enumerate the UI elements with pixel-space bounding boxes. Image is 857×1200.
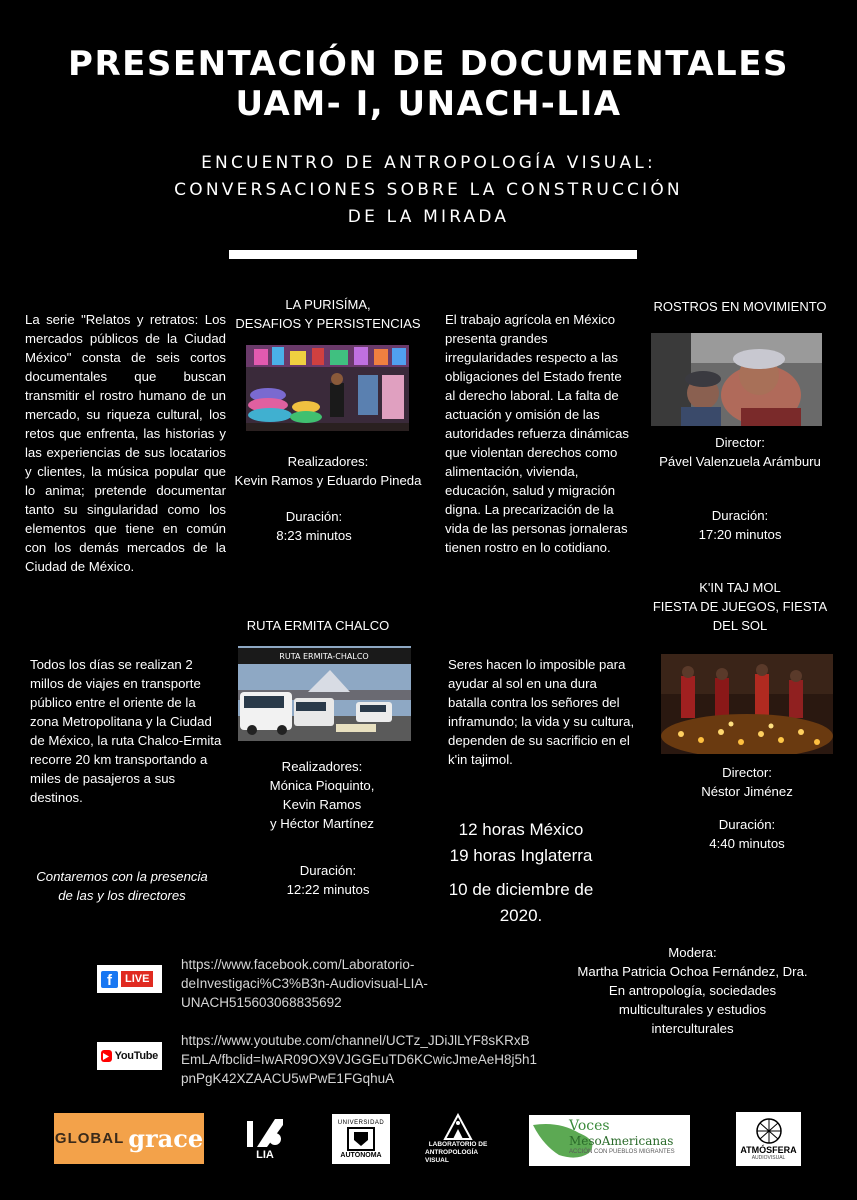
youtube-url-line-1: https://www.youtube.com/channel/UCTz_JDiJlLYF8sKRxB <box>181 1033 530 1048</box>
voces-line-3: ACCIÓN CON PUEBLOS MIGRANTES <box>569 1149 675 1155</box>
kintaj-duration-label: Duración: <box>718 817 776 832</box>
lab-logo-line-2: ANTROPOLOGÍA VISUAL <box>425 1149 478 1164</box>
lia-mark-icon <box>245 1117 285 1149</box>
kintaj-photo <box>661 654 833 754</box>
moderator-line-4: interculturales <box>651 1021 734 1036</box>
facebook-url-line-1: https://www.facebook.com/Laboratorio- <box>181 957 415 972</box>
purisima-photo <box>246 345 409 431</box>
purisima-title-line-2: DESAFIOS Y PERSISTENCIAS <box>235 316 421 331</box>
moderator-label: Modera: <box>668 945 717 960</box>
rostros-title: ROSTROS EN MOVIMIENTO <box>653 299 827 314</box>
rostros-photo <box>651 333 822 426</box>
global-grace-text-b: grace <box>128 1124 204 1153</box>
purisima-title-line-1: LA PURISÍMA, <box>285 297 371 312</box>
ruta-duration-value: 12:22 minutos <box>286 882 370 897</box>
rostros-duration <box>640 506 840 544</box>
kintaj-title <box>640 578 840 635</box>
ruta-duration <box>228 861 428 899</box>
ruta-credits-label: Realizadores: <box>281 759 363 774</box>
date-line-2: 2020. <box>499 906 543 925</box>
presence-note-line-1: Contaremos con la presencia <box>36 869 208 884</box>
atmosfera-logo <box>736 1112 801 1166</box>
kintaj-duration <box>647 815 847 853</box>
ruta-title: RUTA ERMITA CHALCO <box>246 618 390 633</box>
schedule-times <box>421 817 621 869</box>
unach-logo <box>330 1112 392 1166</box>
rostros-director-value: Pável Valenzuela Arámburu <box>659 454 821 469</box>
date-line-1: 10 de diciembre de <box>448 880 594 899</box>
purisima-credits-label: Realizadores: <box>287 454 369 469</box>
lia-logo <box>238 1112 292 1166</box>
lab-mountain-icon <box>443 1113 473 1141</box>
moderator <box>555 943 830 1038</box>
youtube-link[interactable] <box>181 1031 551 1088</box>
voces-line-2: MesoAmericanas <box>569 1134 674 1148</box>
ruta-photo-sign: RUTA ERMITA-CHALCO <box>279 652 369 661</box>
kintaj-title-line-2: FIESTA DE JUEGOS, FIESTA <box>652 599 828 614</box>
moderator-line-3: multiculturales y estudios <box>618 1002 767 1017</box>
voces-text <box>569 1119 687 1156</box>
youtube-badge[interactable] <box>97 1042 162 1070</box>
title-line-2: UAM- I, UNACH-LIA <box>235 84 622 124</box>
ruta-credits-line-2: Kevin Ramos <box>282 797 362 812</box>
global-grace-logo <box>54 1113 204 1164</box>
kintaj-description: Seres hacen lo imposible para ayudar al sol en una dura batalla contra los señores del inframundo; la vida y su cultura, dependen de su sacrificio en el k'in tajimol. <box>448 657 635 767</box>
purisima-credits-value: Kevin Ramos y Eduardo Pineda <box>234 473 422 488</box>
presence-note-line-2: de las y los directores <box>58 888 186 903</box>
purisima-title <box>228 295 428 333</box>
moderator-name: Martha Patricia Ochoa Fernández, Dra. <box>577 964 808 979</box>
atmosfera-logo-text: ATMÓSFERA <box>740 1145 797 1155</box>
ruta-duration-label: Duración: <box>299 863 357 878</box>
rostros-duration-value: 17:20 minutos <box>698 527 782 542</box>
subtitle-line-2: CONVERSACIONES SOBRE LA CONSTRUCCIÓN <box>174 180 683 200</box>
atmosfera-logo-sub: AUDIOVISUAL <box>751 1155 786 1161</box>
voces-line-1: Voces <box>569 1118 610 1134</box>
purisima-duration <box>214 507 414 545</box>
youtube-play-icon <box>101 1050 112 1062</box>
youtube-label: YouTube <box>114 1050 158 1062</box>
facebook-live-badge[interactable] <box>97 965 162 993</box>
title-line-1: PRESENTACIÓN DE DOCUMENTALES <box>68 44 789 84</box>
time-uk: 19 horas Inglaterra <box>449 846 593 865</box>
rostros-duration-label: Duración: <box>711 508 769 523</box>
kintaj-title-line-1: K'IN TAJ MOL <box>699 580 781 595</box>
rostros-director <box>640 433 840 471</box>
youtube-url-line-2: EmLA/fbclid=IwAR09OX9VJGGEuTD6KCwicJmeAeH8j5h1 <box>181 1052 538 1067</box>
ruta-description: Todos los días se realizan 2 millos de viajes en transporte público entre el oriente de la zona Metropolitana y la Ciudad de México, la ruta Chalco-Ermita recorre 20 km transportando a miles de pasajeros a sus destinos. <box>30 657 222 805</box>
purisima-credits <box>228 452 428 490</box>
global-grace-text-a: GLOBAL <box>54 1130 125 1147</box>
kintaj-director-label: Director: <box>722 765 772 780</box>
rostros-director-label: Director: <box>715 435 765 450</box>
unach-logo-top: UNIVERSIDAD <box>337 1119 385 1126</box>
youtube-url-line-3: pnPgK42XZAACU5wPwE1FGqhuA <box>181 1071 395 1086</box>
kintaj-title-line-3: DEL SOL <box>712 618 768 633</box>
ruta-credits-line-3: y Héctor Martínez <box>269 816 375 831</box>
unach-shield-icon <box>346 1126 376 1152</box>
divider <box>229 250 637 259</box>
live-label: LIVE <box>121 971 153 987</box>
lia-logo-text: LIA <box>256 1149 274 1161</box>
purisima-duration-label: Duración: <box>285 509 343 524</box>
facebook-url-line-2: deInvestigaci%C3%B3n-Audiovisual-LIA- <box>181 976 428 991</box>
kintaj-duration-value: 4:40 minutos <box>709 836 785 851</box>
facebook-icon: f <box>101 971 118 988</box>
lab-logo-line-1: LABORATORIO DE <box>428 1141 488 1148</box>
presence-note <box>22 867 222 905</box>
ruta-credits-line-1: Mónica Pioquinto, <box>269 778 375 793</box>
series-description: La serie "Relatos y retratos: Los mercados públicos de la Ciudad México" consta de seis cortos documentales que buscan transmitir el rostro humano de un mercado, su riqueza cultural, los retos que enfrenta, las historias y las experiencias de sus locatarios y clientes, la música popular que lo anima; pretende documentar tanto su singularidad como los elementos que tiene en común con los demás mercados de la Ciudad de México. <box>25 312 226 574</box>
schedule-date <box>421 877 621 929</box>
moderator-line-2: En antropología, sociedades <box>608 983 777 998</box>
page-subtitle <box>0 150 857 231</box>
ruta-photo <box>238 646 411 741</box>
facebook-link[interactable] <box>181 955 451 1012</box>
subtitle-line-3: DE LA MIRADA <box>347 207 510 227</box>
atmosfera-eye-icon <box>754 1117 784 1145</box>
purisima-duration-value: 8:23 minutos <box>276 528 352 543</box>
agricola-description: El trabajo agrícola en México presenta grandes irregularidades respecto a las obligaciones del Estado frente al derecho laboral. La falta de actuación y omisión de las autoridades refuerza dinámicas que violentan derechos como alimentación, vivienda, educación, salud y migración digna. La precarización de la vida de las personas jornaleras tienen rostro en lo cotidiano. <box>445 312 629 555</box>
unach-logo-bottom: AUTÓNOMA <box>340 1151 382 1159</box>
page-title <box>0 44 857 124</box>
subtitle-line-1: ENCUENTRO DE ANTROPOLOGÍA VISUAL: <box>201 153 656 173</box>
voces-mesoamericanas-logo <box>529 1115 690 1166</box>
ruta-credits <box>222 757 422 833</box>
kintaj-director <box>647 763 847 801</box>
time-mexico: 12 horas México <box>458 820 584 839</box>
kintaj-director-value: Néstor Jiménez <box>701 784 793 799</box>
facebook-url-line-3: UNACH515603068835692 <box>181 995 342 1010</box>
lab-antropologia-logo <box>425 1112 491 1166</box>
